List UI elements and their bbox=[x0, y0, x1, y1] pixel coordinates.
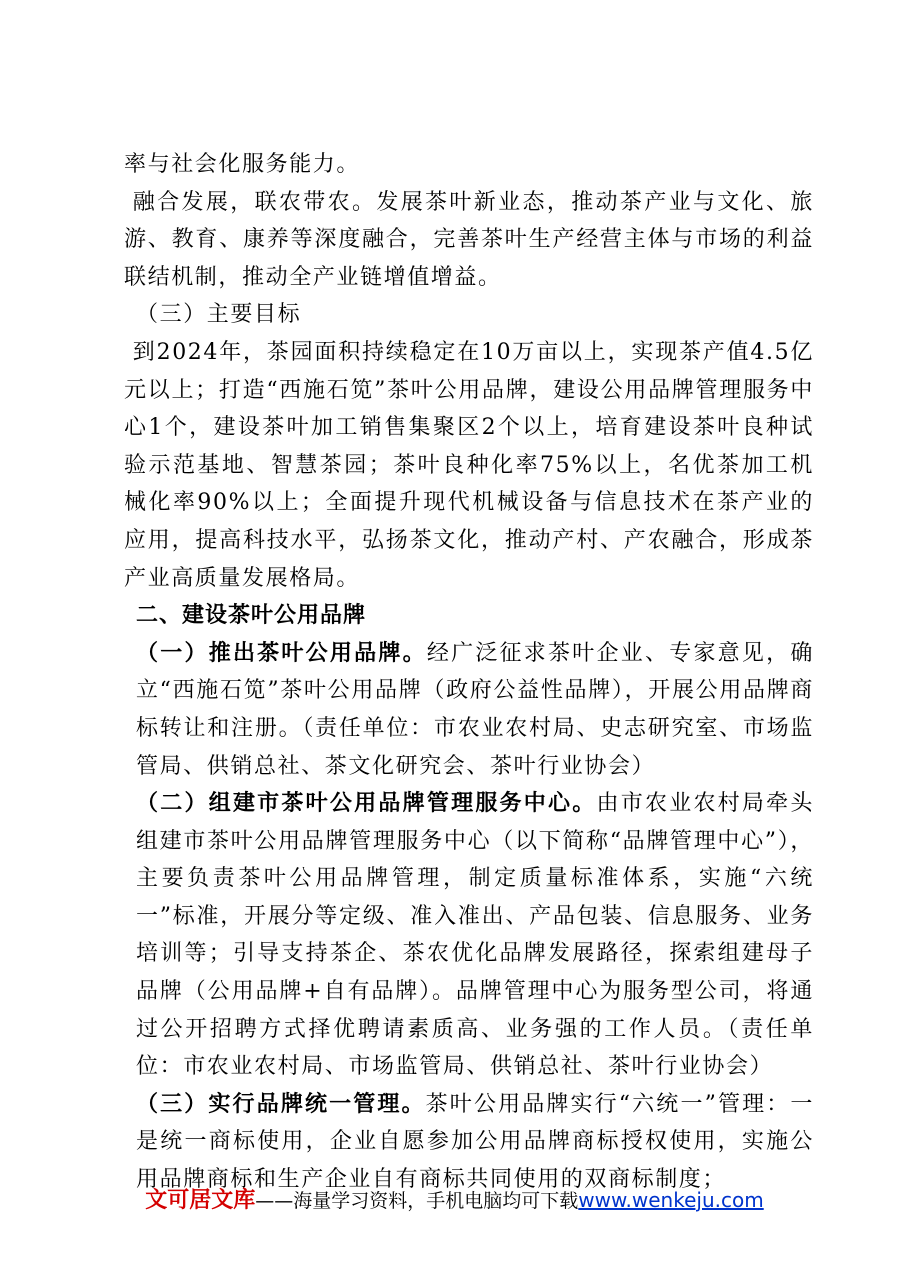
footer-brand: 文可居文库 bbox=[145, 1188, 256, 1213]
footer-link[interactable]: www.wenkeju.com bbox=[578, 1188, 764, 1212]
section-heading: （三）主要目标 bbox=[136, 302, 302, 328]
document-body bbox=[124, 146, 814, 1199]
paragraph: （一）推出茶叶公用品牌。经广泛征求茶叶企业、专家意见，确立“西施石笕”茶叶公用品牌（政府公益性品牌），开展公用品牌商标转让和注册。（责任单位：市农业农村局、史志研究室、市场监管局、供销总社、茶文化研究会、茶叶行业协会） bbox=[136, 639, 814, 779]
footer-tagline: ——海量学习资料，手机电脑均可下载 bbox=[255, 1190, 579, 1212]
footer-banner bbox=[0, 1183, 909, 1214]
paragraph: 率与社会化服务能力。 bbox=[124, 152, 361, 177]
chapter-heading: 二、建设茶叶公用品牌 bbox=[136, 603, 367, 629]
paragraph: （二）组建市茶叶公用品牌管理服务中心。由市农业农村局牵头组建市茶叶公用品牌管理服务中心（以下简称“品牌管理中心”），主要负责茶叶公用品牌管理，制定质量标准体系，实施“六统一”标准，开展分等定级、准入准出、产品包装、信息服务、业务培训等；引导支持茶企、茶农优化品牌发展路径，探索组建母子品牌（公用品牌+自有品牌）。品牌管理中心为服务型公司，将通过公开招聘方式择优聘请素质高、业务强的工作人员。（责任单位：市农业农村局、市场监管局、供销总社、茶叶行业协会） bbox=[136, 790, 814, 1080]
paragraph-lead: （三）实行品牌统一管理。 bbox=[136, 1090, 426, 1117]
paragraph-lead: （二）组建市茶叶公用品牌管理服务中心。 bbox=[136, 790, 597, 817]
paragraph-lead: （一）推出茶叶公用品牌。 bbox=[136, 639, 427, 666]
paragraph: （三）实行品牌统一管理。茶叶公用品牌实行“六统一”管理：一是统一商标使用，企业自愿参加公用品牌商标授权使用，实施公用品牌商标和生产企业自有商标共同使用的双商标制度； bbox=[136, 1090, 814, 1193]
paragraph: 到2024年，茶园面积持续稳定在10万亩以上，实现茶产值4.5亿元以上；打造“西施石笕”茶叶公用品牌，建设公用品牌管理服务中心1个，建设茶叶加工销售集聚区2个以上，培育建设茶叶良种试验示范基地、智慧茶园；茶叶良种化率75%以上，名优茶加工机械化率90%以上；全面提升现代机械设备与信息技术在茶产业的应用，提高科技水平，弘扬茶文化，推动产村、产农融合，形成茶产业高质量发展格局。 bbox=[124, 339, 814, 591]
paragraph: 融合发展，联农带农。发展茶叶新业态，推动茶产业与文化、旅游、教育、康养等深度融合，完善茶叶生产经营主体与市场的利益联结机制，推动全产业链增值增益。 bbox=[124, 189, 814, 290]
